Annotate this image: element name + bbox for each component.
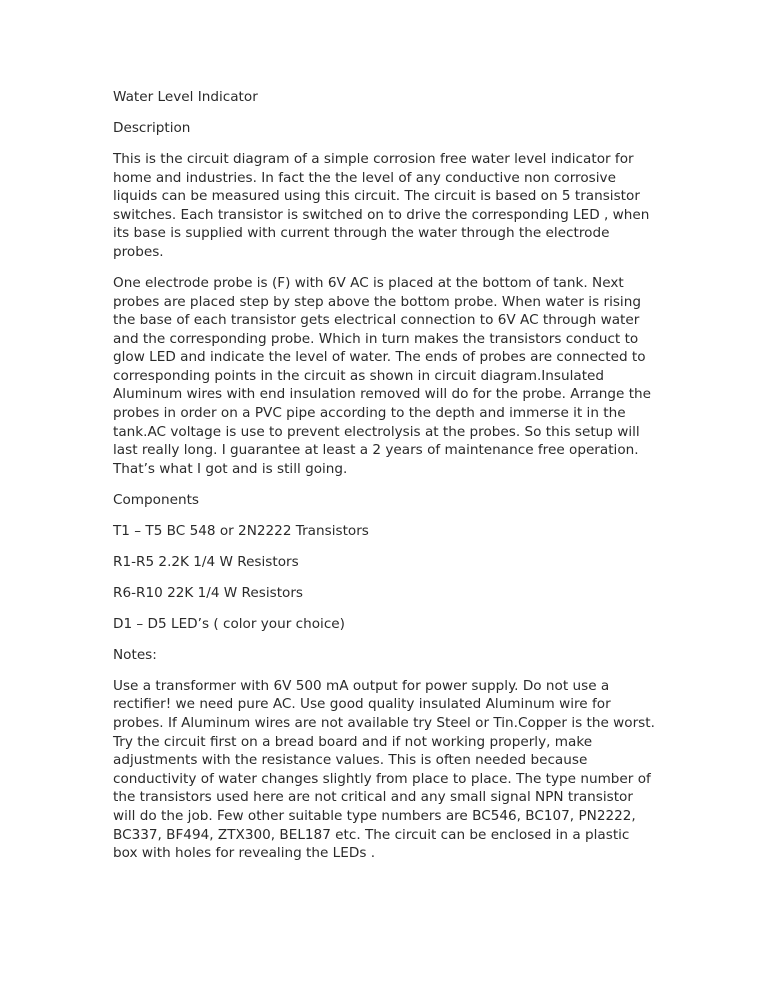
document-title: Water Level Indicator xyxy=(113,89,258,105)
document-page xyxy=(113,88,658,875)
notes-paragraph: Use a transformer with 6V 500 mA output for power supply. Do not use a rectifier! we need pure AC. Use good quality insulated Aluminum wire for probes. If Aluminum wires are not available try Steel or Tin.Copper is the worst. Try the circuit first on a bread board and if not working properly, make adjustments with the resistance values. This is often needed because conductivity of water changes slightly from place to place. The type number of the transistors used here are not critical and any small signal NPN transistor will do the job. Few other suitable type numbers are BC546, BC107, PN2222, BC337, BF494, ZTX300, BEL187 etc. The circuit can be enclosed in a plastic box with holes for revealing the LEDs . xyxy=(113,677,655,862)
description-heading: Description xyxy=(113,119,191,136)
notes-heading: Notes: xyxy=(113,646,157,663)
component-resistors-r1-r5: R1-R5 2.2K 1/4 W Resistors xyxy=(113,553,299,570)
description-paragraph-2: One electrode probe is (F) with 6V AC is placed at the bottom of tank. Next probes are placed step by step above the bottom probe. When water is rising the base of each transistor gets electrical connection to 6V AC through water and the corresponding probe. Which in turn makes the transistors conduct to glow LED and indicate the level of water. The ends of probes are connected to corresponding points in the circuit as shown in circuit diagram.Insulated Aluminum wires with end insulation removed will do for the probe. Arrange the probes in order on a PVC pipe according to the depth and immerse it in the tank.AC voltage is use to prevent electrolysis at the probes. So this setup will last really long. I guarantee at least a 2 years of maintenance free operation. That’s what I got and is still going. xyxy=(113,274,652,477)
components-heading: Components xyxy=(113,491,200,508)
component-resistors-r6-r10: R6-R10 22K 1/4 W Resistors xyxy=(113,584,304,601)
description-paragraph-1: This is the circuit diagram of a simple corrosion free water level indicator for home and industries. In fact the the level of any conductive non corrosive liquids can be measured using this circuit. The circuit is based on 5 transistor switches. Each transistor is switched on to drive the corresponding LED , when its base is supplied with current through the water through the electrode probes. xyxy=(113,150,650,260)
component-transistors: T1 – T5 BC 548 or 2N2222 Transistors xyxy=(113,522,369,539)
component-leds: D1 – D5 LED’s ( color your choice) xyxy=(113,615,345,632)
